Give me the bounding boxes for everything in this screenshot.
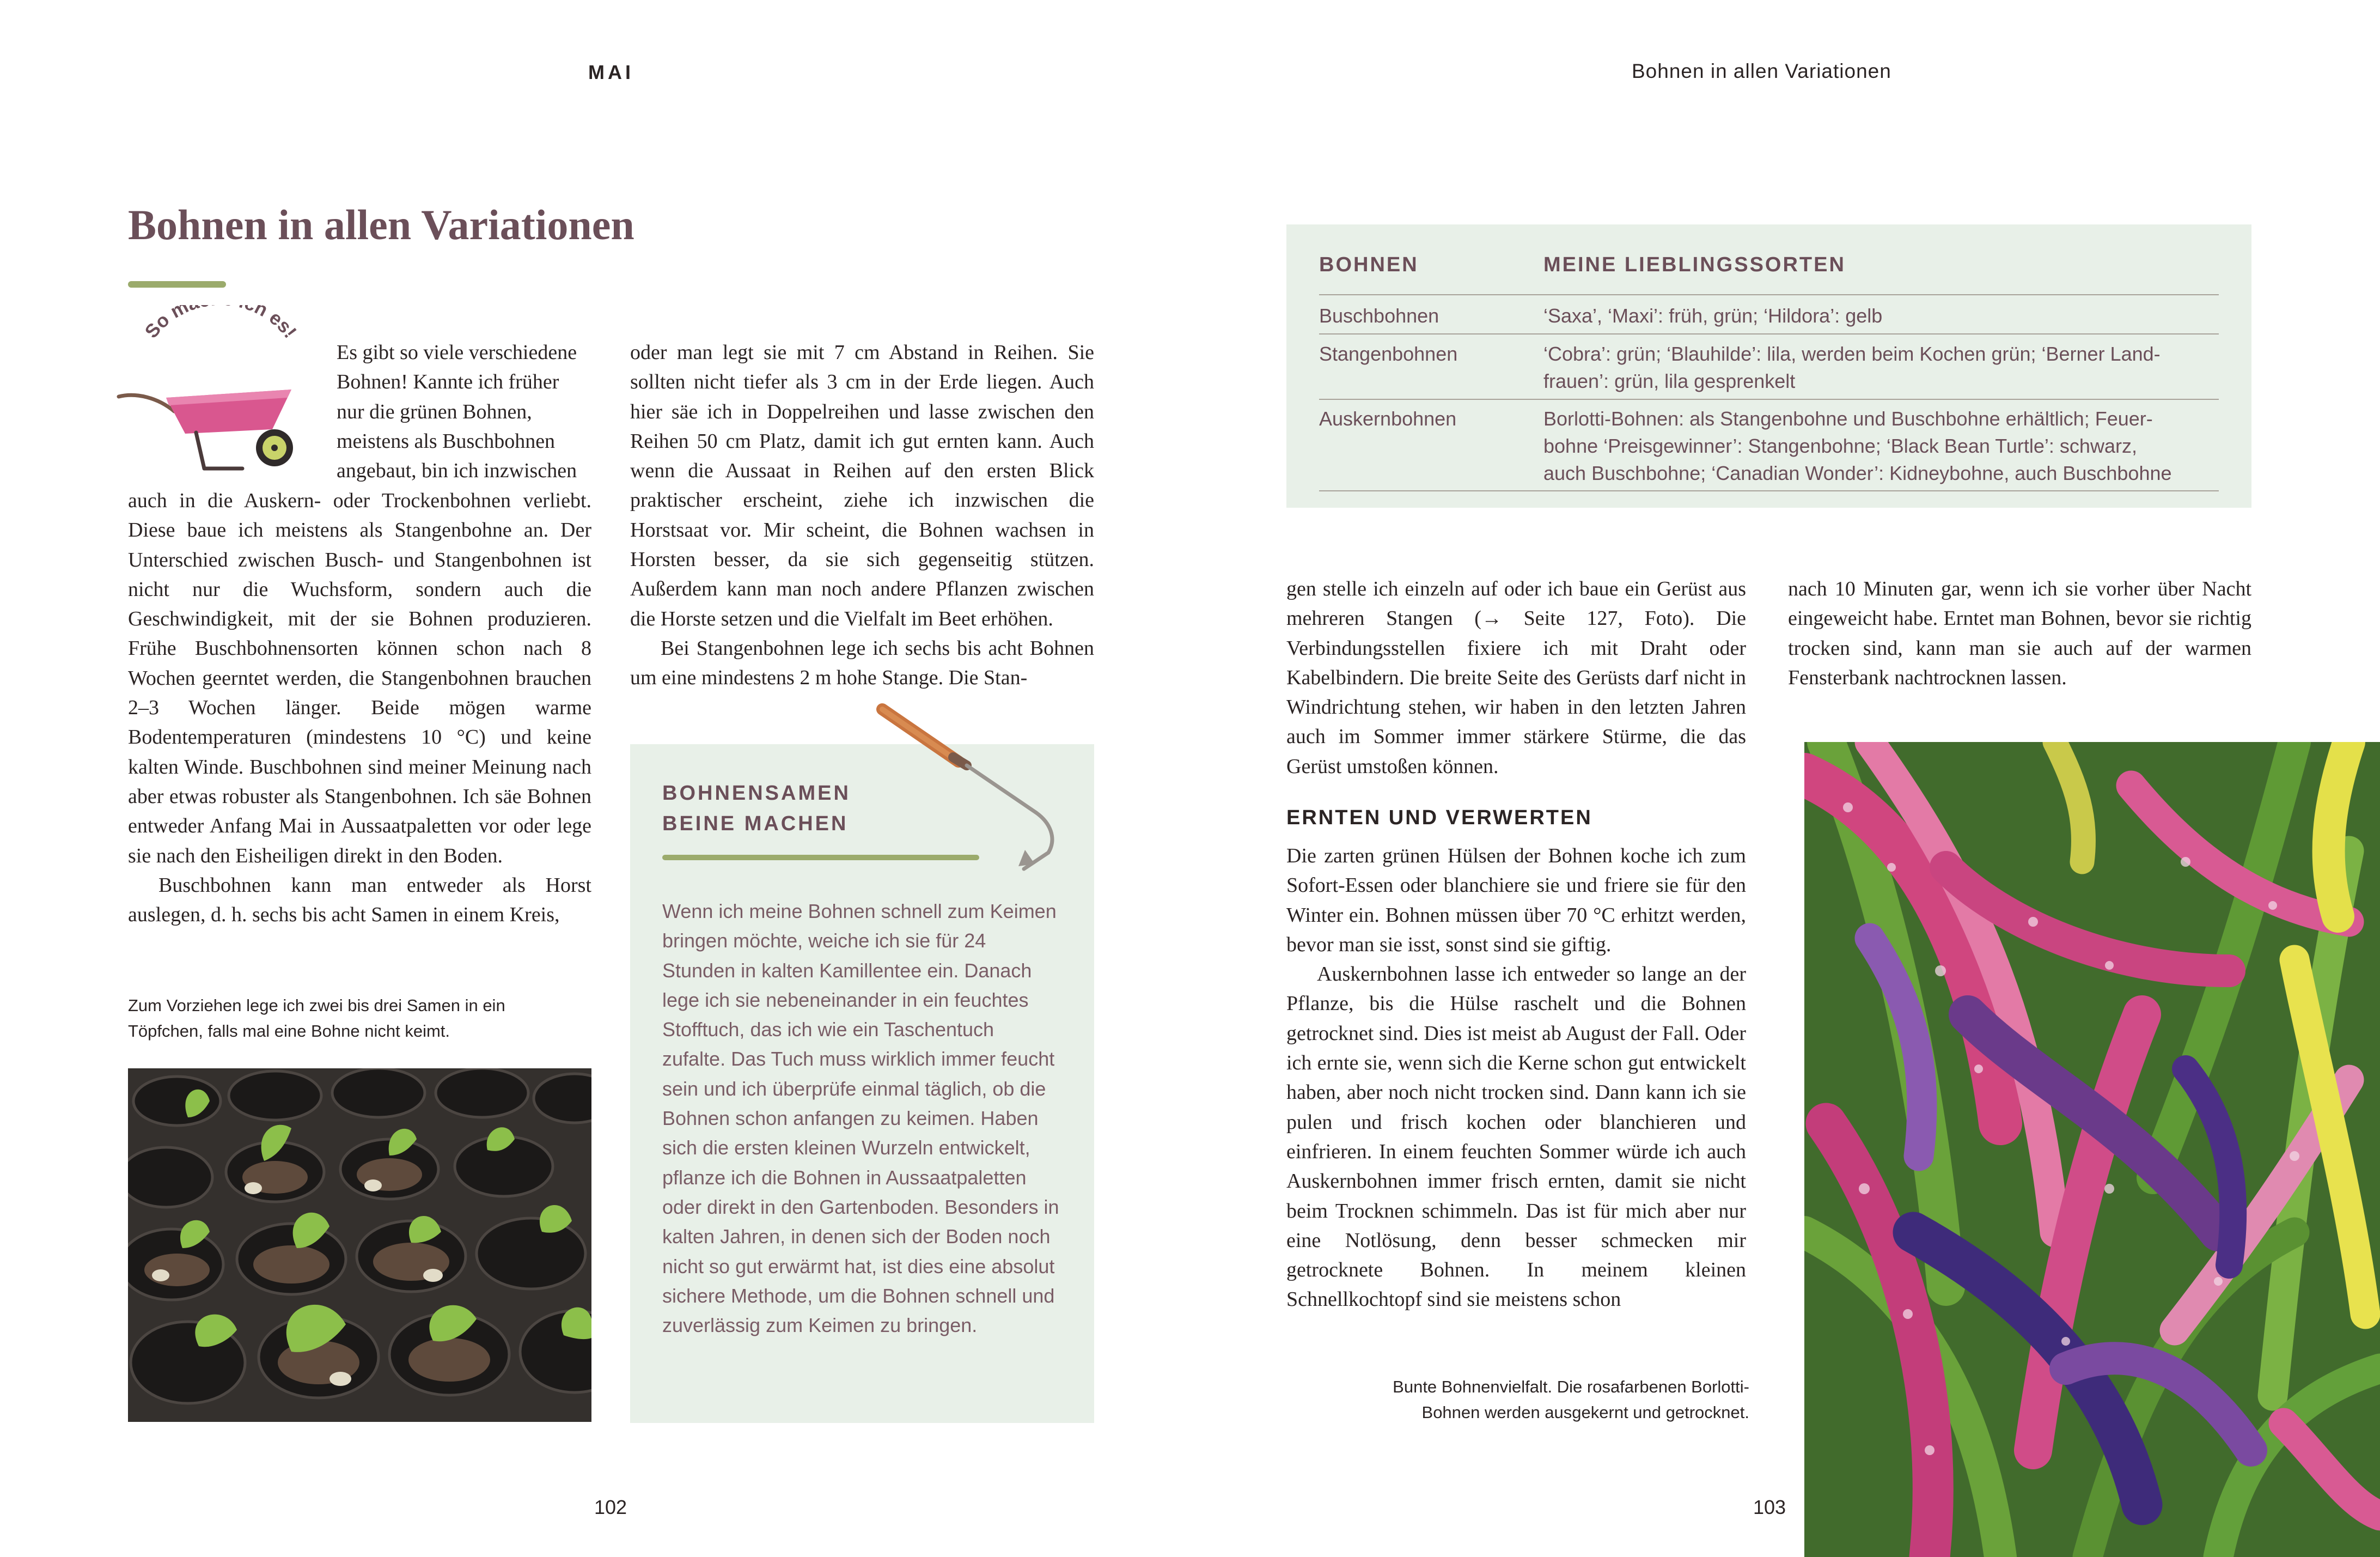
table-cell-varieties [1543,302,2219,330]
svg-text:So mache ich es! [141,305,301,342]
caption-line: Bunte Bohnenvielfalt. Die rosafarbenen Borlotti- [1393,1377,1749,1396]
tip-heading-line: BEINE MACHEN [662,812,849,835]
page-title: Bohnen in allen Variationen [128,201,634,248]
left-column-body [128,486,591,929]
caption-seedlings: Zum Vorziehen lege ich zwei bis drei Samen in ein Töpfchen, falls mal eine Bohne nicht keimt. [128,996,505,1041]
table-cell-line: frauen’: grün, lila gesprenkelt [1543,370,1796,392]
table-rule [1319,333,2219,334]
subheading-harvest: ERNTEN UND VERWERTEN [1286,806,1592,829]
how-i-do-it-badge [114,305,310,479]
right-column-2 [1788,574,2251,692]
right-column-1 [1286,574,1746,781]
table-cell-type: Stangenbohnen [1319,343,1458,365]
intro-line: meistens als Buschbohnen [337,429,556,453]
intro-line: angebaut, bin ich inzwischen [337,459,577,483]
table-cell-type: Buschbohnen [1319,305,1439,327]
intro-line: Es gibt so viele verschiedene [337,341,577,364]
colorful-beans-photo [1804,742,2380,1557]
beans-image [1804,742,2380,1557]
badge-text: So m h es! [141,305,301,343]
table-cell-line: Borlotti-Bohnen: als Stangenbohne und Buschbohne erhältlich; Feuer- [1543,408,2153,430]
table-header-type: BOHNEN [1319,253,1419,276]
right-column-1-cont [1286,841,1746,1315]
left-column-intro [337,338,591,485]
table-cell-line: bohne ‘Preisgewinner’: Stangenbohne; ‘Black Bean Turtle’: schwarz, [1543,435,2137,457]
body-paragraph: Buschbohnen kann man entweder als Horst auslegen, d. h. sechs bis acht Samen in einem Kreis, [128,873,591,927]
table-cell-line: ‘Cobra’: grün; ‘Blauhilde’: lila, werden beim Kochen grün; ‘Berner Land- [1543,343,2161,365]
title-underline [128,281,226,288]
table-header-varieties: MEINE LIEBLINGSSORTEN [1543,253,1846,276]
page-number-right: 103 [1753,1496,1786,1518]
page-number-left: 102 [594,1496,627,1518]
tip-heading-line: BOHNENSAMEN [662,782,851,805]
intro-line: Bohnen! Kannte ich früher [337,370,559,394]
table-cell-varieties [1543,340,2219,395]
seedling-tray-photo [128,1068,591,1422]
seedling-tray-image [128,1068,591,1422]
wheelbarrow-illustration [114,305,310,479]
body-paragraph: Auskernbohnen lasse ich entweder so lange an der Pflanze, bis die Hülse raschelt und die Bohnen getrocknet sind. Dies ist meist ab August der Fall. Oder ich ernte sie, wenn sich die Kerne schon gut entwickelt haben, aber noch nicht trocken sind. Dann kann ich sie pulen und frisch kochen oder blanchieren und einfrieren. In einem feuchten Sommer würde ich auch Auskernbohnen immer frisch ernten, damit sie nicht beim Trocknen schimmeln. Das ist für mich aber nur eine Notlösung, denn besser schmecken mir getrocknete Bohnen. In meinem kleinen Schnellkochtopf sind sie meistens schon [1286,963,1746,1311]
middle-column-body [630,338,1094,693]
tip-heading [662,778,851,839]
body-paragraph: gen stelle ich einzeln auf oder ich baue ein Gerüst aus mehreren Stangen (→ Seite 127, Foto). Die Verbindungsstellen fixiere ich mit Draht oder Kabelbindern. Die breite Seite des Gerüsts darf nicht in Windrichtung stehen, wir haben in den letzten Jahren auch im Sommer immer stärkere Stürme, die das Gerüst umstoßen können. [1286,577,1746,778]
intro-line: nur die grünen Bohnen, [337,400,532,423]
table-cell-line: auch Buschbohne; ‘Canadian Wonder’: Kidneybohne, auch Buschbohne [1543,462,2172,484]
table-rule [1319,399,2219,400]
caption-beans [1286,1374,1749,1425]
running-head-right: Bohnen in allen Variationen [1632,60,1891,82]
body-paragraph: auch in die Auskern- oder Trockenbohnen verliebt. Diese baue ich meistens als Stangenbohne an. Der Unterschied zwischen Busch- und Stangenbohnen ist nicht nur die Wuchsform, sondern auch die Geschwindigkeit, mit der sie Bohnen produzieren. Frühe Buschbohnensorten können schon nach 8 Wochen geerntet werden, die Stangenbohnen brauchen 2–3 Wochen länger. Beide mögen warme Bodentemperaturen (mindestens 10 °C) und keine kalten Winde. Buschbohnen sind meiner Meinung nach aber etwas robuster als Stangenbohnen. Ich säe Bohnen entweder Anfang Mai in Aussaatpaletten vor oder lege sie nach den Eisheiligen direkt in den Boden. [128,489,591,867]
body-paragraph: oder man legt sie mit 7 cm Abstand in Reihen. Sie sollten nicht tiefer als 3 cm in der Erde liegen. Auch hier säe ich in Doppelreihen und lasse zwischen den Reihen 50 cm Platz, damit ich gut ernten kann. Auch wenn die Aussaat in Reihen auf den ersten Blick praktischer erscheint, ziehe ich inzwischen die Horstsaat vor. Mir scheint, die Bohnen wachsen in Horsten besser, da sie sich gegenseitig stützen. Außerdem kann man noch andere Pflanzen zwischen die Horste setzen und die Vielfalt im Beet erhöhen. [630,341,1094,630]
body-paragraph: Bei Stangenbohnen lege ich sechs bis acht Bohnen um eine mindestens 2 m hohe Stange. Die Stan- [630,636,1094,690]
table-rule [1319,294,2219,295]
body-paragraph: nach 10 Minuten gar, wenn ich sie vorher über Nacht eingeweicht habe. Erntet man Bohnen, bevor sie richtig trocken sind, kann man sie auch auf der warmen Fensterbank nachtrocknen lassen. [1788,577,2251,689]
caption-line: Bohnen werden ausgekernt und getrocknet. [1421,1403,1749,1422]
tip-underline [662,855,979,860]
table-rule [1319,490,2219,491]
table-cell-varieties [1543,405,2219,487]
table-cell-type: Auskernbohnen [1319,408,1457,430]
table-cell-line: ‘Saxa’, ‘Maxi’: früh, grün; ‘Hildora’: gelb [1543,305,1883,327]
tip-text: Wenn ich meine Bohnen schnell zum Keimen bringen möchte, weiche ich sie für 24 Stunden in kalten Kamillentee ein. Danach lege ich sie nebeneinander in ein feuchtes Stofftuch, das ich wie ein Taschentuch zufalte. Das Tuch muss wirklich immer feucht sein und ich überprüfe einmal täglich, ob die Bohnen schon anfangen zu keimen. Haben sich die ersten kleinen Wurzeln entwickelt, pflanze ich die Bohnen in Aussaatpaletten oder direkt in den Gartenboden. Besonders in kalten Jahren, in denen sich der Boden noch nicht so gut erwärmt hat, ist dies eine absolut sichere Methode, um die Bohnen schnell und zuverlässig zum Keimen zu bringen. [662,900,1059,1337]
body-paragraph: Die zarten grünen Hülsen der Bohnen koche ich zum Sofort-Essen oder blanchiere sie und friere sie für den Winter ein. Bohnen müssen über 70 °C erhitzt werden, bevor man sie isst, sonst sind sie giftig. [1286,844,1746,956]
running-head-left: MAI [588,61,634,83]
